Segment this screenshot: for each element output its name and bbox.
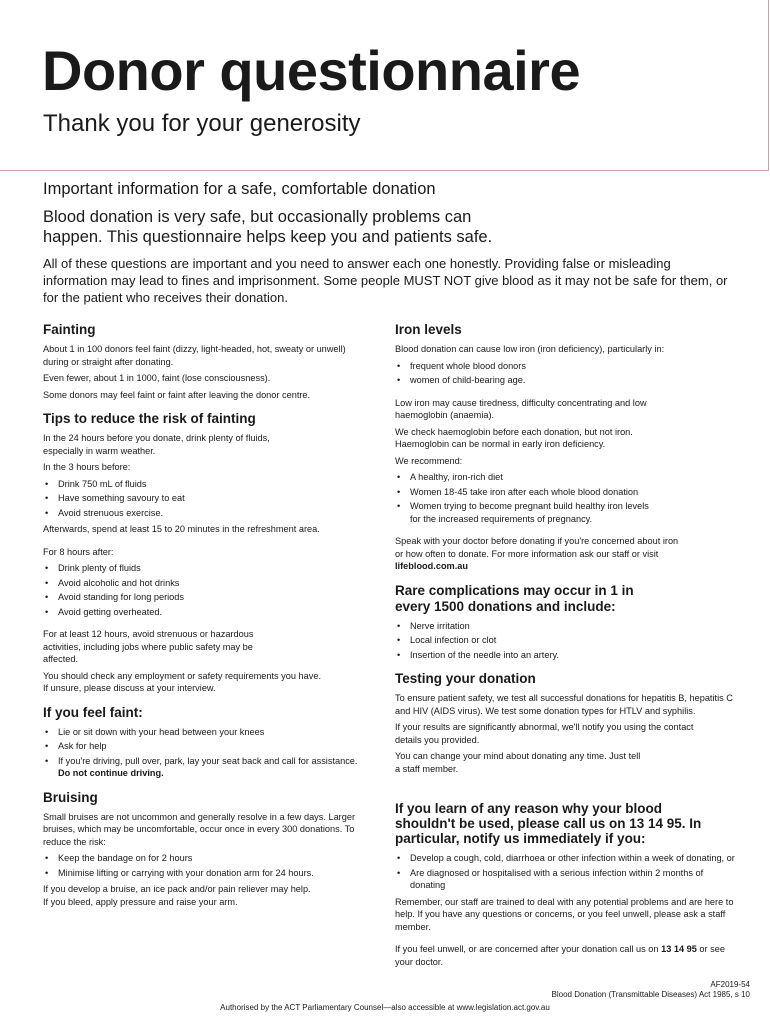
testing-heading: Testing your donation bbox=[395, 671, 536, 686]
iron-p5 bbox=[395, 535, 680, 573]
list-item: • Local infection or clot bbox=[395, 634, 740, 647]
footer-reference bbox=[552, 980, 750, 1000]
tips-heading: Tips to reduce the risk of fainting bbox=[43, 411, 256, 426]
form-code: AF2019-54 bbox=[710, 980, 750, 989]
list-item: • Women trying to become pregnant build healthy iron levels for the increased requirements of pregnancy. bbox=[395, 500, 650, 525]
header-banner bbox=[0, 0, 769, 171]
bruising-p2: If you develop a bruise, an ice pack and/or pain reliever may help. If you bleed, apply pressure and raise your arm. bbox=[43, 884, 311, 907]
iron-list-recommend bbox=[395, 471, 740, 525]
authorisation-note: Authorised by the ACT Parliamentary Counsel—also accessible at www.legislation.act.gov.au bbox=[220, 1003, 550, 1012]
list-item: • frequent whole blood donors bbox=[395, 360, 740, 373]
tips-p2: In the 3 hours before: bbox=[43, 462, 131, 472]
learn-p2-text: If you feel unwell, or are concerned after your donation call us on bbox=[395, 944, 659, 954]
right-column bbox=[395, 322, 740, 972]
intro-section bbox=[43, 180, 733, 306]
faint-warning: Do not continue driving. bbox=[58, 768, 164, 778]
tips-p1: In the 24 hours before you donate, drink plenty of fluids, especially in warm weather. bbox=[43, 433, 270, 456]
fainting-p3: Some donors may feel faint or faint after leaving the donor centre. bbox=[43, 389, 311, 400]
list-item: • A healthy, iron-rich diet bbox=[395, 471, 740, 484]
list-item: • Avoid getting overheated. bbox=[43, 606, 363, 619]
rare-heading: Rare complications may occur in 1 in every 1500 donations and include: bbox=[395, 582, 634, 614]
rare-list bbox=[395, 620, 740, 662]
list-item: • Have something savoury to eat bbox=[43, 492, 363, 505]
list-item: • women of child-bearing age. bbox=[395, 374, 740, 387]
iron-p1: Blood donation can cause low iron (iron deficiency), particularly in: bbox=[395, 344, 665, 354]
intro-heading: Important information for a safe, comfortable donation bbox=[43, 180, 436, 198]
tips-list-before bbox=[43, 478, 363, 520]
list-item: • Avoid strenuous exercise. bbox=[43, 507, 363, 520]
testing-p1: To ensure patient safety, we test all successful donations for hepatitis B, hepatitis C and HIV (AIDS virus). We test some donation types for HTLV and syphilis. bbox=[395, 693, 733, 716]
page-subtitle: Thank you for your generosity bbox=[43, 110, 361, 137]
intro-lead bbox=[43, 207, 733, 247]
iron-heading: Iron levels bbox=[395, 322, 462, 337]
iron-p4: We recommend: bbox=[395, 455, 463, 466]
list-item: • Nerve irritation bbox=[395, 620, 740, 633]
tips-p6: You should check any employment or safety requirements you have. If unsure, please discuss at your interview. bbox=[43, 670, 321, 693]
bruising-p1: Small bruises are not uncommon and generally resolve in a few days. Larger bruises, which may be uncomfortable, occur once in every 300 donations. To reduce the risk: bbox=[43, 811, 356, 847]
tips-p5: For at least 12 hours, avoid strenuous or hazardous activities, including jobs where public safety may be affected. bbox=[43, 629, 254, 664]
faint-list bbox=[43, 726, 363, 780]
fainting-p1: About 1 in 100 donors feel faint (dizzy, light-headed, hot, sweaty or unwell) during or straight after donating. bbox=[43, 344, 346, 367]
testing-p2: If your results are significantly abnormal, we'll notify you using the contact details you provided. bbox=[395, 722, 694, 745]
list-item: • Develop a cough, cold, diarrhoea or other infection within a week of donating, or bbox=[395, 852, 740, 865]
faint-driving-text: If you're driving, pull over, park, lay your seat back and call for assistance. bbox=[58, 755, 358, 766]
tips-p3: Afterwards, spend at least 15 to 20 minutes in the refreshment area. bbox=[43, 524, 320, 534]
fainting-p2: Even fewer, about 1 in 1000, faint (lose consciousness). bbox=[43, 373, 271, 383]
list-item: • Insertion of the needle into an artery. bbox=[395, 649, 740, 662]
learn-p1: Remember, our staff are trained to deal with any potential problems and are here to help. If you have any questions or concerns, or you feel unwell, please ask a staff member. bbox=[395, 896, 734, 932]
lifeblood-link[interactable]: lifeblood.com.au bbox=[395, 561, 468, 571]
intro-lead-line-1: Blood donation is very safe, but occasionally problems can bbox=[43, 208, 472, 226]
learn-p2-end: or see your doctor. bbox=[395, 944, 725, 967]
learn-list bbox=[395, 852, 740, 892]
list-item: • Avoid alcoholic and hot drinks bbox=[43, 577, 363, 590]
list-item: • Drink plenty of fluids bbox=[43, 562, 363, 575]
list-item bbox=[43, 755, 363, 780]
tips-p4: For 8 hours after: bbox=[43, 546, 114, 557]
list-item: • Women 18-45 take iron after each whole blood donation bbox=[395, 486, 740, 499]
learn-heading: If you learn of any reason why your blood shouldn't be used, please call us on 13 14 95. In particular, notify us immediately if you: bbox=[395, 801, 702, 846]
learn-p2 bbox=[395, 943, 740, 968]
intro-lead-line-2: happen. This questionnaire helps keep you and patients safe. bbox=[43, 228, 493, 246]
iron-p5-text: Speak with your doctor before donating if you're concerned about iron or how often to donate. For more information ask our staff or visit bbox=[395, 536, 679, 559]
tips-list-after bbox=[43, 562, 363, 618]
testing-p3: You can change your mind about donating any time. Just tell a staff member. bbox=[395, 751, 641, 774]
list-item: • Ask for help bbox=[43, 740, 363, 753]
intro-body: All of these questions are important and you need to answer each one honestly. Providing false or misleading information may lead to fines and imprisonment. Some people MUST NOT give blood as it may not be safe for them, or for the patient who receives their donation. bbox=[43, 256, 728, 305]
bruising-heading: Bruising bbox=[43, 789, 98, 805]
iron-p2: Low iron may cause tiredness, difficulty concentrating and low haemoglobin (anaemia). bbox=[395, 397, 647, 420]
iron-p3: We check haemoglobin before each donation, but not iron. Haemoglobin can be normal in early iron deficiency. bbox=[395, 426, 633, 449]
act-reference: Blood Donation (Transmittable Diseases) Act 1985, s 10 bbox=[551, 990, 750, 999]
list-item: • Are diagnosed or hospitalised with a serious infection within 2 months of donating bbox=[395, 867, 710, 892]
faint-heading: If you feel faint: bbox=[43, 704, 143, 720]
page-title: Donor questionnaire bbox=[42, 39, 581, 102]
fainting-heading: Fainting bbox=[43, 322, 96, 337]
list-item: • Minimise lifting or carrying with your donation arm for 24 hours. bbox=[43, 867, 363, 880]
list-item: • Lie or sit down with your head between your knees bbox=[43, 726, 363, 739]
phone-number: 13 14 95 bbox=[661, 944, 697, 954]
list-item: • Drink 750 mL of fluids bbox=[43, 478, 363, 491]
iron-list-risk bbox=[395, 360, 740, 387]
bruising-list bbox=[43, 852, 363, 879]
left-column bbox=[43, 322, 363, 912]
list-item: • Avoid standing for long periods bbox=[43, 591, 363, 604]
list-item: • Keep the bandage on for 2 hours bbox=[43, 852, 363, 865]
